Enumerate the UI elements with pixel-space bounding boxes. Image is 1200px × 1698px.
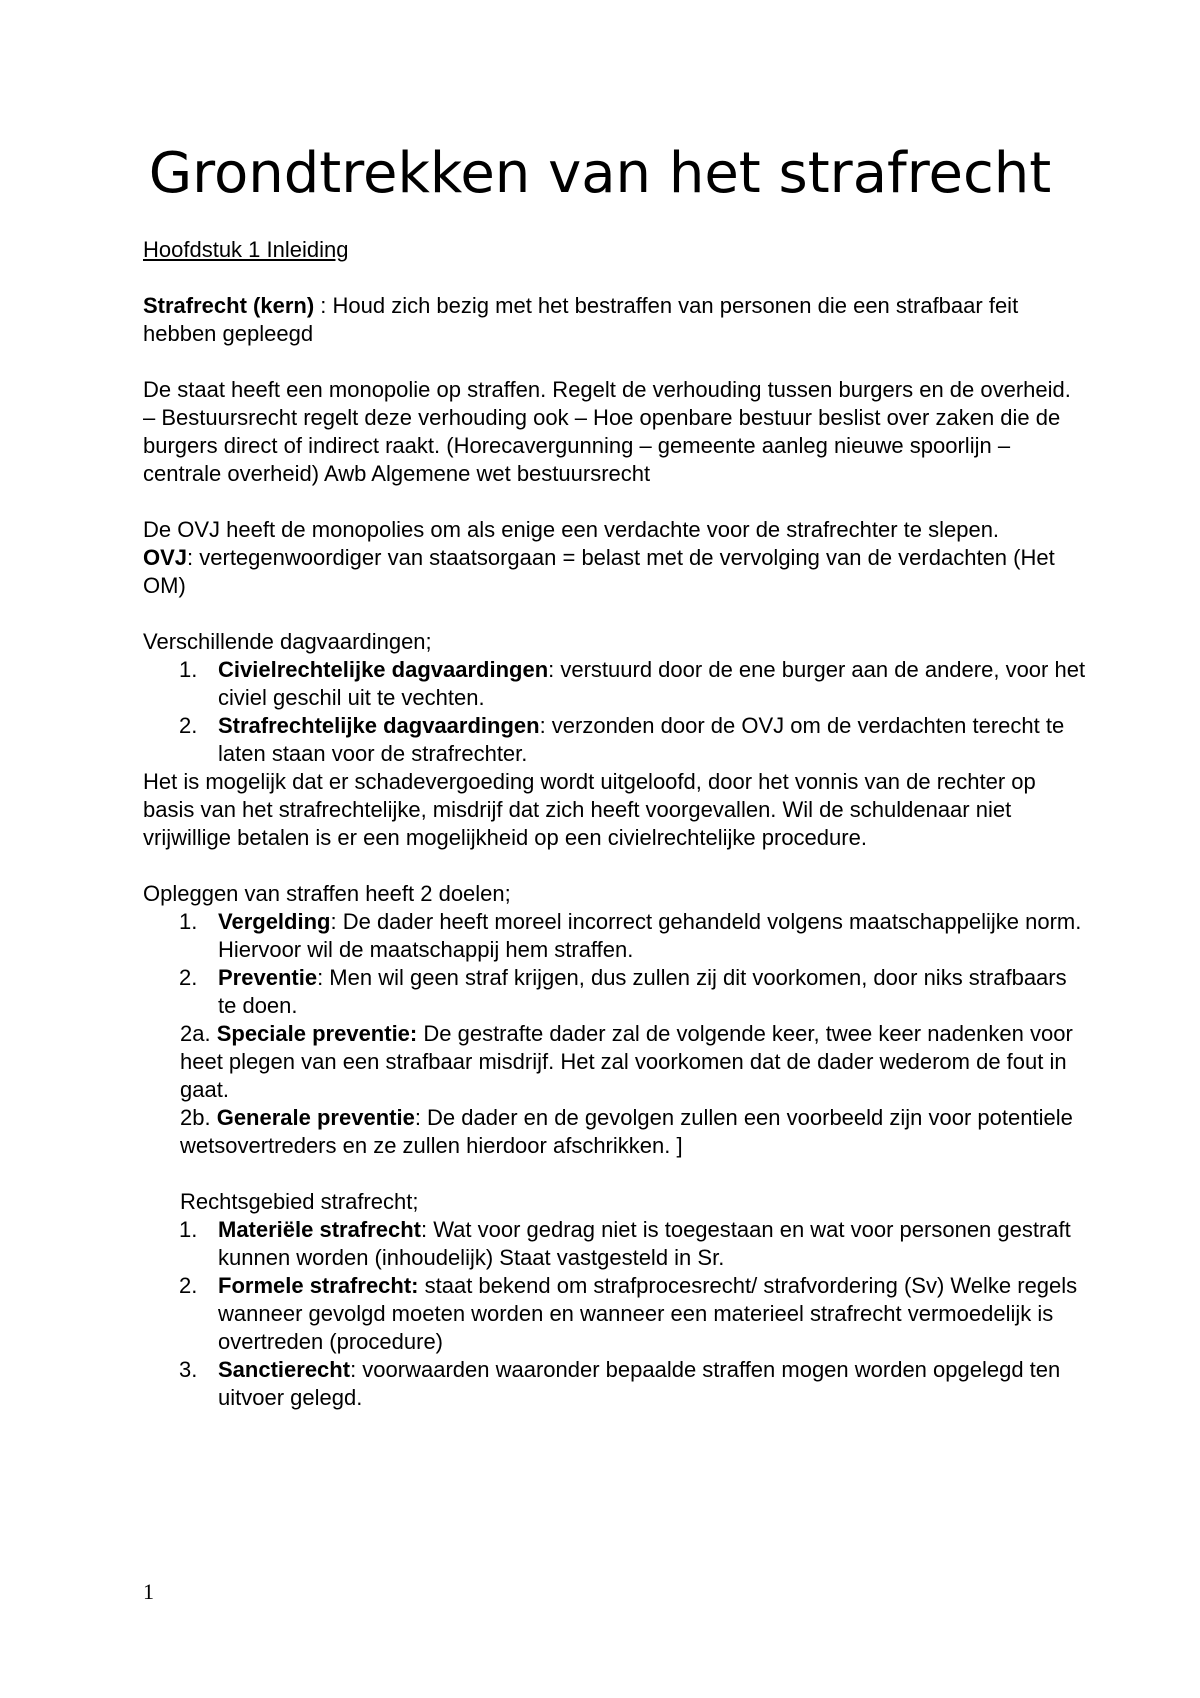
list-number: 1. (179, 1217, 198, 1242)
list-text: : Wat voor gedrag niet is toegestaan en wat voor personen gestraft kunnen worden (inhoudelijk) Staat vastgesteld in Sr. (218, 1217, 1071, 1270)
list-text: : verstuurd door de ene burger aan de andere, voor het civiel geschil uit te vechten. (218, 657, 1086, 710)
rechtsgebied-intro: Rechtsgebied strafrecht; (180, 1189, 419, 1214)
list-text: : voorwaarden waaronder bepaalde straffen mogen worden opgelegd ten uitvoer gelegd. (218, 1357, 1061, 1410)
list-term: Preventie (218, 965, 318, 990)
list-text: : Men wil geen straf krijgen, dus zullen zij dit voorkomen, door niks strafbaars te doen. (218, 965, 1067, 1018)
paragraph-ovj: De OVJ heeft de monopolies om als enige een verdachte voor de strafrechter te slepen. (143, 517, 1000, 542)
list-number: 2. (179, 965, 198, 990)
document-body (143, 236, 1088, 1412)
definition-text: : Houd zich bezig met het bestraffen van personen die een strafbaar feit hebben gepleegd (143, 293, 1019, 346)
list-term: Sanctierecht (218, 1357, 351, 1382)
list-text: staat bekend om strafprocesrecht/ strafvordering (Sv) Welke regels wanneer gevolgd moeten worden en wanneer een materieel strafrecht vermoedelijk is overtreden (procedure) (218, 1273, 1078, 1354)
sub-item-prefix: 2a. (180, 1021, 217, 1046)
list-term: Civielrechtelijke dagvaardingen (218, 657, 549, 682)
list-item (143, 712, 1088, 768)
document-title: Grondtrekken van het strafrecht (148, 141, 1052, 206)
definition-term: OVJ (143, 545, 188, 570)
sub-item-term: Speciale preventie: (216, 1021, 418, 1046)
spacer (143, 348, 1088, 376)
sub-item-text: : De dader en de gevolgen zullen een voorbeeld zijn voor potentiele wetsovertreders en ze zullen hierdoor afschrikken. ] (180, 1105, 1073, 1158)
sub-item-prefix: 2b. (180, 1105, 217, 1130)
spacer (143, 488, 1088, 516)
rechtsgebied-list (143, 1216, 1088, 1412)
doelen-list (143, 908, 1088, 1020)
list-number: 2. (179, 1273, 198, 1298)
list-text: : verzonden door de OVJ om de verdachten terecht te laten staan voor de strafrechter. (218, 713, 1065, 766)
sub-item-text: De gestrafte dader zal de volgende keer, twee keer nadenken voor heet plegen van een strafbaar misdrijf. Het zal voorkomen dat de dader wederom de fout in gaat. (180, 1021, 1073, 1102)
dagvaardingen-followup: Het is mogelijk dat er schadevergoeding wordt uitgeloofd, door het vonnis van de rechter op basis van het strafrechtelijke, misdrijf dat zich heeft voorgevallen. Wil de schuldenaar niet vrijwillige betalen is er een mogelijkheid op een civielrechtelijke procedure. (143, 769, 1036, 850)
list-item (143, 908, 1088, 964)
list-number: 2. (179, 713, 198, 738)
spacer (143, 264, 1088, 292)
spacer (143, 1160, 1088, 1188)
list-term: Formele strafrecht: (218, 1273, 419, 1298)
definition-term: Strafrecht (kern) (143, 293, 315, 318)
list-item (143, 656, 1088, 712)
definition-strafrecht (143, 292, 1088, 348)
list-item (143, 1216, 1088, 1272)
chapter-heading: Hoofdstuk 1 Inleiding (143, 237, 349, 262)
list-number: 3. (179, 1357, 198, 1382)
sub-item-term: Generale preventie (216, 1105, 415, 1130)
page-number: 1 (143, 1579, 154, 1604)
list-item (143, 1356, 1088, 1412)
definition-text: : vertegenwoordiger van staatsorgaan = belast met de vervolging van de verdachten (Het OM) (143, 545, 1055, 598)
list-item (143, 1272, 1088, 1356)
spacer (143, 600, 1088, 628)
list-term: Vergelding (218, 909, 331, 934)
doelen-intro: Opleggen van straffen heeft 2 doelen; (143, 881, 511, 906)
list-item (143, 964, 1088, 1020)
list-term: Materiële strafrecht (218, 1217, 421, 1242)
definition-ovj (143, 544, 1088, 600)
sub-item-speciale-preventie (143, 1020, 1088, 1104)
list-number: 1. (179, 909, 198, 934)
list-text: : De dader heeft moreel incorrect gehandeld volgens maatschappelijke norm. Hiervoor wil de maatschappij hem straffen. (218, 909, 1082, 962)
sub-item-generale-preventie (143, 1104, 1088, 1160)
dagvaardingen-intro: Verschillende dagvaardingen; (143, 629, 432, 654)
dagvaardingen-list (143, 656, 1088, 768)
spacer (143, 852, 1088, 880)
list-term: Strafrechtelijke dagvaardingen (218, 713, 540, 738)
paragraph-monopolie: De staat heeft een monopolie op straffen. Regelt de verhouding tussen burgers en de overheid. – Bestuursrecht regelt deze verhouding ook – Hoe openbare bestuur beslist over zaken die de burgers direct of indirect raakt. (Horecavergunning – gemeente aanleg nieuwe spoorlijn – centrale overheid) Awb Algemene wet bestuursrecht (143, 377, 1071, 486)
list-number: 1. (179, 657, 198, 682)
